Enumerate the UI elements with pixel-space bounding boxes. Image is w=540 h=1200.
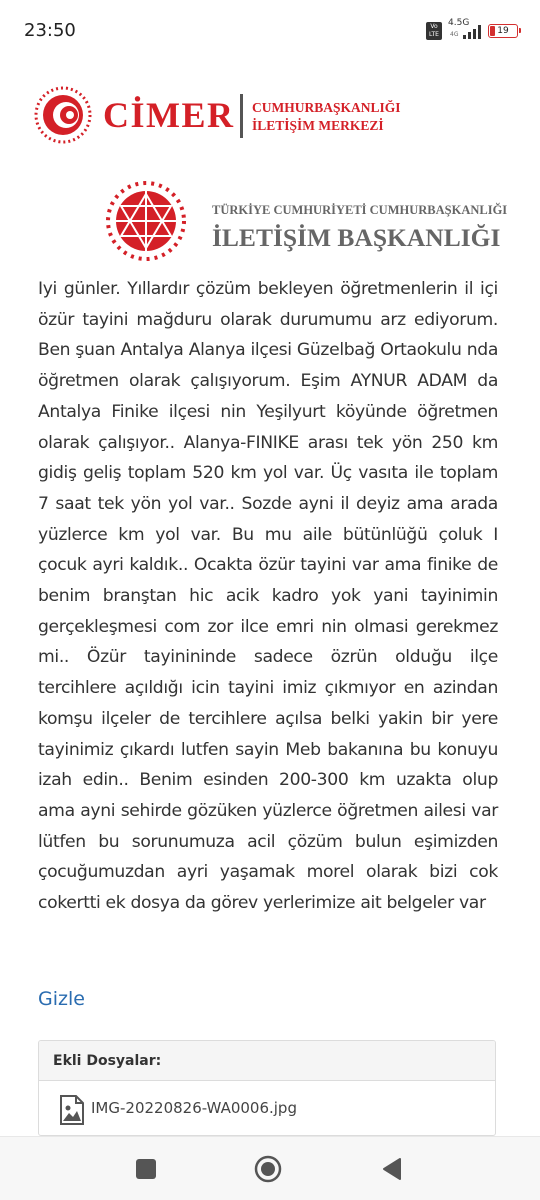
volte-icon: Vo LTE	[426, 22, 442, 40]
signal-icon	[462, 25, 482, 39]
network-indicator	[448, 18, 482, 41]
status-icons	[426, 20, 518, 42]
battery-icon	[488, 24, 518, 38]
system-nav-bar	[0, 1136, 540, 1200]
network-type: 4.5G	[448, 18, 470, 28]
cimer-emblem-icon	[36, 88, 90, 142]
home-circle-icon[interactable]	[254, 1155, 282, 1183]
attachment-item[interactable]	[39, 1081, 495, 1136]
star-emblem-icon	[108, 183, 184, 259]
status-bar	[0, 0, 540, 62]
iletisim-baskanligi-logo	[102, 176, 532, 266]
attachments-panel	[38, 1040, 496, 1136]
status-time: 23:50	[24, 20, 76, 41]
cimer-logo	[30, 82, 430, 148]
cimer-line1: CUMHURBAŞKANLIĞI	[252, 100, 401, 115]
iletisim-line2: İLETİŞİM BAŞKANLIĞI	[212, 223, 501, 252]
back-triangle-icon[interactable]	[378, 1155, 406, 1183]
hide-link[interactable]: Gizle	[38, 988, 85, 1010]
attachment-filename[interactable]: IMG-20220826-WA0006.jpg	[91, 1099, 297, 1117]
iletisim-line1: TÜRKİYE CUMHURİYETİ CUMHURBAŞKANLIĞI	[212, 203, 508, 217]
image-file-icon	[59, 1095, 85, 1125]
battery-level: 19	[497, 26, 509, 36]
cimer-name: CİMER	[103, 95, 235, 135]
message-body: Iyi günler. Yıllardır çözüm bekleyen öğretmenlerin il içi özür tayini mağduru olarak durumumu arz ediyorum. Ben şuan Antalya Alanya ilçesi Güzelbağ Ortaokulu nda öğretmen olarak çalışıyorum. Eşim AYNUR ADAM da Antalya Finike ilçesi nin Yeşilyurt köyünde öğretmen olarak çalışıyor.. Alanya-FINIKE arası tek yön 250 km gidiş geliş toplam 520 km yol var. Üç vasıta ile toplam 7 saat tek yön yol var.. Sozde ayni il deyiz ama arada yüzlerce km yol var. Bu mu aile bütünlüğü çoluk I çocuk ayri kaldık.. Ocakta özür tayini var ama finike de benim branştan hic acik kadro yok yani tayinimin gerçekleşmesi com zor ilce emri nin olmasi gerekmez mi.. Özür tayinininde sadece özrün olduğu ilçe tercihlere açıldığı icin tayini imiz çıkmıyor en azindan komşu ilçeler de tercihlere açılsa belki yakin bir yere tayinimiz çıkardı lutfen sayin Meb bakanına bu konuyu izah edin.. Benim esinden 200-300 km uzakta olup ama ayni sehirde gözüken yüzlerce öğretmen ailesi var lütfen bu sorunumuza acil çözüm bulun eşimizden çocuğumuzdan ayri yaşamak morel olarak bizi cok cokertti ek dosya da görev yerlerimize ait belgeler var	[38, 279, 498, 914]
network-sub: 4G	[450, 31, 459, 38]
square-icon[interactable]	[132, 1155, 160, 1183]
attachments-header: Ekli Dosyalar:	[39, 1041, 495, 1081]
cimer-line2: İLETİŞİM MERKEZİ	[252, 118, 384, 133]
